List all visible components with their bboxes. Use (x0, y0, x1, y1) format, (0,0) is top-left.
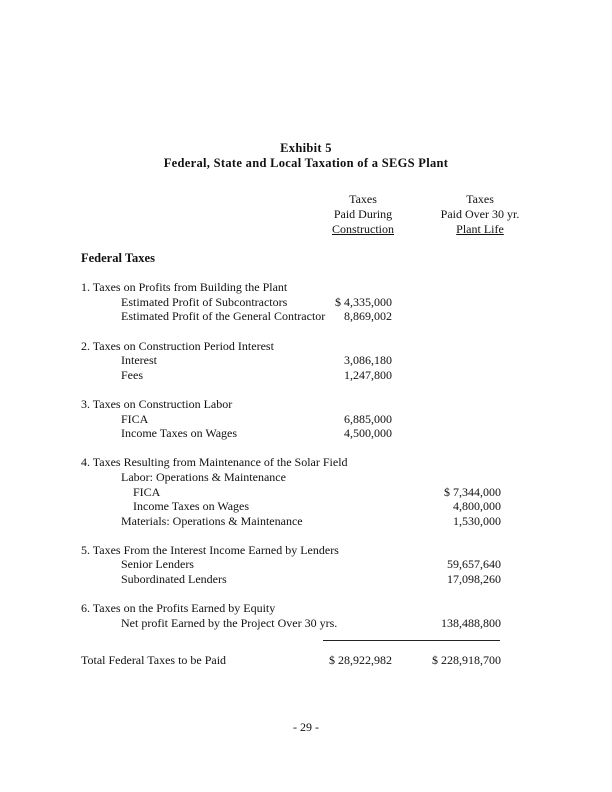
row-label: Income Taxes on Wages (133, 499, 250, 514)
construction-value: 6,885,000 (344, 411, 392, 426)
total-label: Total Federal Taxes to be Paid (81, 653, 227, 667)
construction-value: $ 4,335,000 (335, 294, 392, 309)
table-row (81, 499, 501, 514)
table-row (81, 295, 501, 310)
header-line: Construction (332, 222, 394, 236)
row-label: Interest (121, 353, 157, 368)
column-header-plant-life (430, 192, 530, 237)
group-heading (81, 455, 501, 470)
plant-life-value: 59,657,640 (447, 557, 501, 572)
exhibit-title: Exhibit 5 (280, 141, 332, 155)
table-row (81, 412, 501, 427)
table-row (81, 309, 501, 324)
table-row (81, 572, 501, 587)
exhibit-subtitle: Federal, State and Local Taxation of a SEGS Plant (163, 156, 449, 170)
row-label: Materials: Operations & Maintenance (121, 513, 303, 528)
column-header-construction (323, 192, 403, 237)
header-line: Taxes (466, 192, 494, 206)
section-heading: Federal Taxes (81, 251, 155, 265)
group-heading-text: 5. Taxes From the Interest Income Earned by Lenders (81, 542, 339, 557)
row-label: Subordinated Lenders (121, 572, 227, 587)
table-row (81, 426, 501, 441)
header-line: Paid During (333, 207, 393, 221)
group-heading-text: 1. Taxes on Profits from Building the Plant (81, 280, 288, 295)
row-label: Estimated Profit of Subcontractors (121, 294, 288, 309)
row-label: Estimated Profit of the General Contractor (121, 309, 326, 324)
tax-table (81, 251, 501, 630)
table-row (81, 616, 501, 631)
table-row (81, 368, 501, 383)
table-row (81, 557, 501, 572)
row-label: Fees (121, 367, 143, 382)
construction-value: 4,500,000 (344, 426, 392, 441)
table-row (81, 514, 501, 529)
group-heading-text: 2. Taxes on Construction Period Interest (81, 338, 274, 353)
construction-value: 3,086,180 (344, 353, 392, 368)
row-label: FICA (133, 484, 161, 499)
header-line: Taxes (349, 192, 377, 206)
group-heading-text: 6. Taxes on the Profits Earned by Equity (81, 601, 276, 616)
header-line: Plant Life (456, 222, 504, 236)
plant-life-value: 17,098,260 (447, 572, 501, 587)
row-label: Net profit Earned by the Project Over 30 yrs. (121, 615, 338, 630)
row-label: Income Taxes on Wages (121, 426, 238, 441)
page-number: - 29 - (293, 720, 319, 734)
group-heading (81, 543, 501, 558)
construction-value: 8,869,002 (344, 309, 392, 324)
construction-value: 1,247,800 (344, 367, 392, 382)
plant-life-value: 4,800,000 (453, 499, 501, 514)
plant-life-value: 1,530,000 (453, 513, 501, 528)
table-row (81, 485, 501, 500)
total-rule (323, 640, 500, 641)
group-heading-text: 4. Taxes Resulting from Maintenance of the Solar Field (81, 455, 348, 470)
row-label: FICA (121, 411, 149, 426)
group-heading-text: 3. Taxes on Construction Labor (81, 396, 233, 411)
table-row (81, 470, 501, 485)
row-label: Senior Lenders (121, 557, 194, 572)
plant-life-value: $ 7,344,000 (444, 484, 501, 499)
table-row (81, 353, 501, 368)
group-heading (81, 601, 501, 616)
group-heading (81, 339, 501, 354)
total-construction: $ 28,922,982 (329, 653, 392, 667)
group-heading (81, 280, 501, 295)
group-heading (81, 397, 501, 412)
plant-life-value: 138,488,800 (441, 615, 501, 630)
total-plant-life: $ 228,918,700 (432, 653, 501, 667)
total-row (81, 653, 501, 668)
header-line: Paid Over 30 yr. (440, 207, 520, 221)
row-label: Labor: Operations & Maintenance (121, 469, 286, 484)
